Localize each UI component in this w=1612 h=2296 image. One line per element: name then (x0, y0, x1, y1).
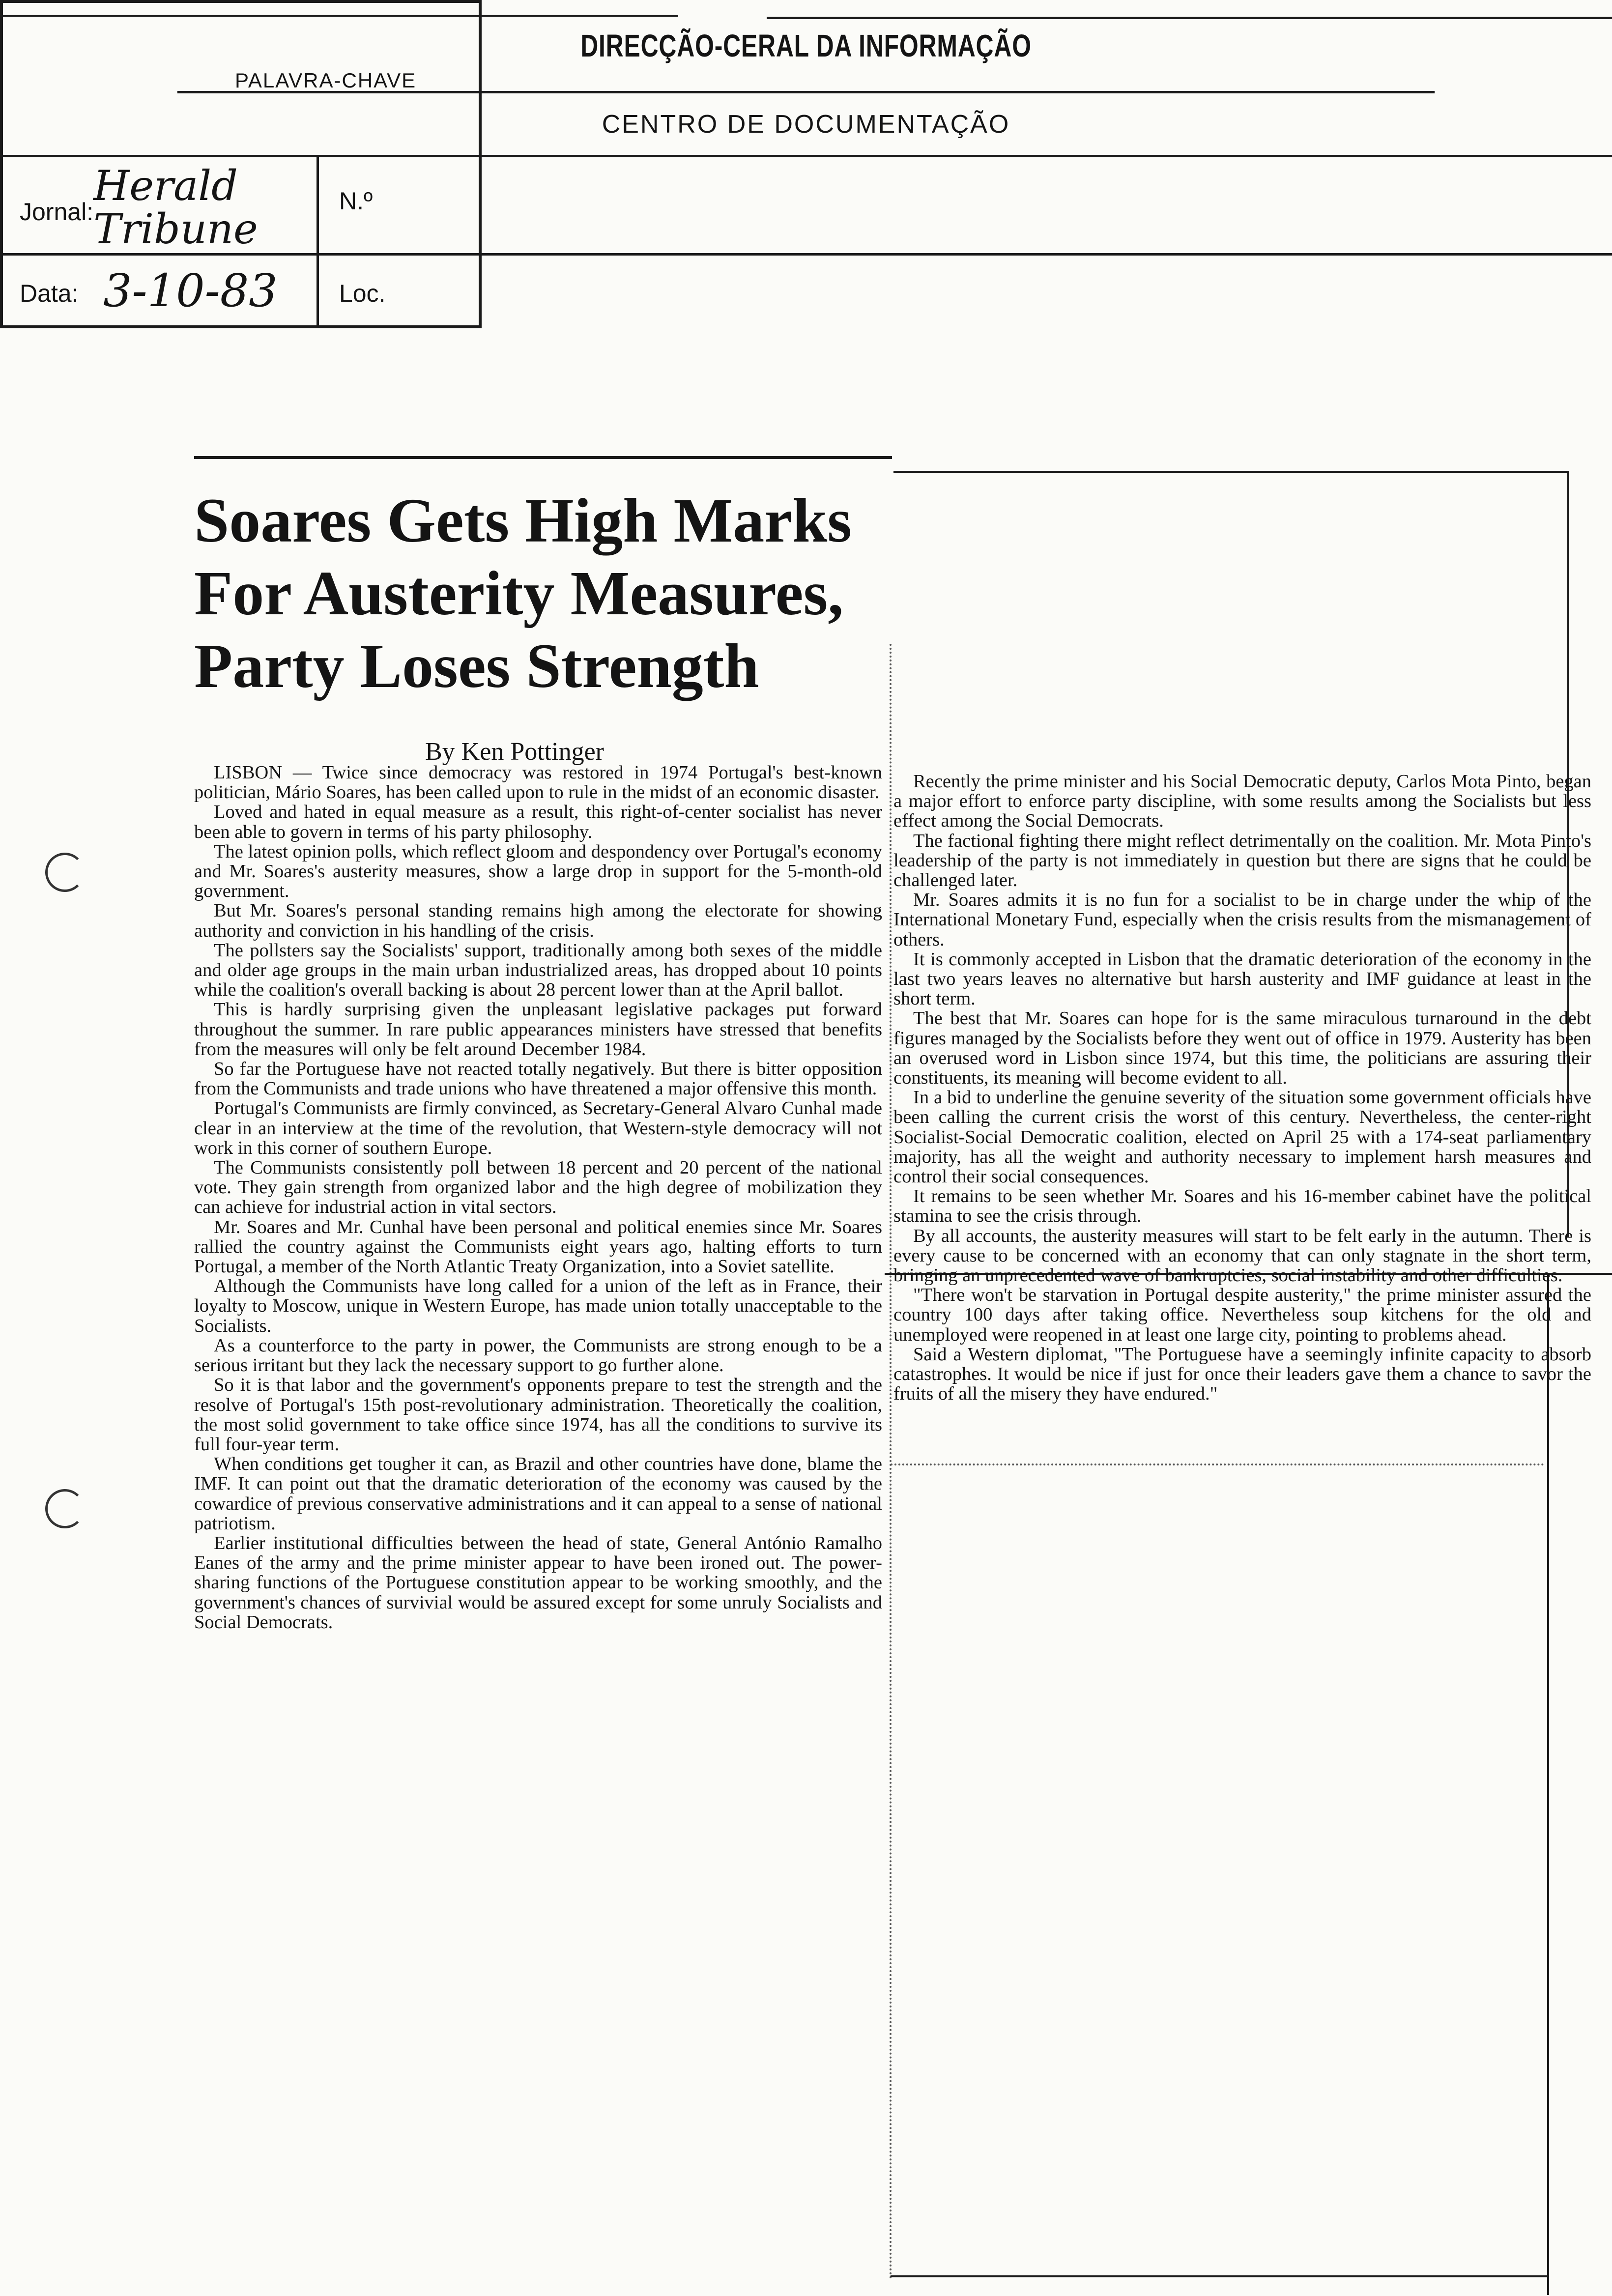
paragraph: "There won't be starvation in Portugal despite austerity," the prime minister assured the country 100 days after taking office. Nevertheless soup kitchens for the old and unemployed were reopened in at least one large city, pointing to problems ahead. (893, 1285, 1591, 1345)
stamp-header: DIRECÇÃO-CERAL DA INFORMAÇÃO (177, 0, 1435, 93)
loc-label: Loc. (339, 280, 386, 307)
paragraph: Said a Western diplomat, "The Portuguese have a seemingly infinite capacity to absorb catastrophes. It would be nice if just for once their leaders gave them a chance to savor the fruits of all the misery they have endured." (893, 1344, 1591, 1405)
right-frame-top (893, 471, 1569, 473)
paragraph: Mr. Soares and Mr. Cunhal have been personal and political enemies since Mr. Soares rallied the country against the Communists eight years ago, halting efforts to turn Portugal, a member of the North Atlantic Treaty Organization, into a Soviet satellite. (194, 1216, 882, 1277)
lower-box-dotted (891, 1464, 1544, 1465)
keyword-label: PALAVRA-CHAVE (235, 69, 417, 92)
lower-box-side (1547, 1273, 1549, 2295)
headline-top-rule (194, 456, 892, 459)
number-label: N.º (339, 187, 373, 215)
paragraph: It is commonly accepted in Lisbon that the dramatic deterioration of the economy in the last two years leaves no alternative but harsh austerity and IMF guidance at least in the short term. (893, 948, 1591, 1009)
paragraph: Portugal's Communists are firmly convinced, as Secretary-General Alvaro Cunhal made clear in an interview at the time of the revolution, that Western-style democracy will not work in this corner of southern Europe. (194, 1098, 882, 1158)
paragraph: When conditions get tougher it can, as Brazil and other countries have done, blame the IMF. It can point out that the dramatic deterioration of the economy was caused by the cowardice of previous conservative administrations and it can appeal to a sense of national patriotism. (194, 1454, 882, 1534)
stamp-divider (317, 256, 319, 325)
stamp-jornal-row (0, 157, 1612, 256)
jornal-label: Jornal: (20, 198, 94, 226)
paragraph: Recently the prime minister and his Social Democratic deputy, Carlos Mota Pinto, began a major effort to enforce party discipline, with some results among the Socialists but less effect among the Social Democrats. (893, 771, 1591, 832)
margin-mark (45, 853, 85, 892)
paragraph: Although the Communists have long called for a union of the left as in France, their loyalty to Moscow, unique in Western Europe, has made union totally unacceptable to the Socialists. (194, 1276, 882, 1336)
margin-mark (45, 1489, 85, 1528)
stamp-divider (317, 157, 319, 253)
paragraph: LISBON — Twice since democracy was restored in 1974 Portugal's best-known politician, Mário Soares, has been called upon to rule in the midst of an economic disaster. (194, 762, 882, 803)
paragraph: By all accounts, the austerity measures will start to be felt early in the autumn. There is every cause to be concerned with an economy that can only stagnate in the short term, bringing an unprecedented wave of bankruptcies, social instability and other difficulties. (893, 1225, 1591, 1286)
paragraph: Mr. Soares admits it is no fun for a socialist to be in charge under the whip of the International Monetary Fund, especially when the crisis results from the mismanagement of others. (893, 890, 1591, 950)
bottom-rule (891, 2275, 1549, 2277)
paragraph: It remains to be seen whether Mr. Soares and his 16-member cabinet have the political stamina to see the crisis through. (893, 1186, 1591, 1227)
article-column-left (194, 763, 882, 1632)
headline (194, 484, 892, 702)
paragraph: This is hardly surprising given the unpleasant legislative packages put forward throughout the summer. In rare public appearances ministers have stressed that benefits from the measures will only be felt around December 1984. (194, 999, 882, 1060)
paragraph: Earlier institutional difficulties between the head of state, General António Ramalho Eanes of the army and the prime minister appear to have been ironed out. The power-sharing functions of the Portuguese constitution appear to be working smoothly, and the government's chances of survivial would be assured except for some unruly Socialists and Social Democrats. (194, 1532, 882, 1633)
data-handwritten: 3-10-83 (103, 264, 278, 317)
paragraph: The pollsters say the Socialists' support, traditionally among both sexes of the middle and older age groups in the main urban industrialized areas, has dropped about 10 points while the coalition's overall backing is about 28 percent lower than at the April ballot. (194, 940, 882, 1001)
data-label: Data: (20, 280, 79, 307)
documentation-stamp (0, 0, 1032, 328)
paragraph: The Communists consistently poll between 18 percent and 20 percent of the national vote. They gain strength from organized labor and the high degree of mobilization they can achieve for industrial action in vital sectors. (194, 1157, 882, 1218)
paragraph: As a counterforce to the party in power, the Communists are strong enough to be a serious irritant but they lack the necessary support to go further alone. (194, 1335, 882, 1376)
paragraph: Loved and hated in equal measure as a result, this right-of-center socialist has never been able to govern in terms of his party philosophy. (194, 802, 882, 842)
paragraph: So far the Portuguese have not reacted totally negatively. But there is bitter opposition from the Communists and trade unions who have threatened a major offensive this month. (194, 1059, 882, 1099)
byline: By Ken Pottinger (425, 738, 604, 766)
headline-line: Soares Gets High Marks (194, 486, 852, 555)
paragraph: The best that Mr. Soares can hope for is the same miraculous turnaround in the debt figures managed by the Socialists before they went out of office in 1979. Austerity has been an overused word in Lisbon since 1974, but this time, the politicians are assuring their constituents, its meaning will become evident to all. (893, 1008, 1591, 1089)
article-column-right (893, 772, 1591, 1404)
paragraph: In a bid to underline the genuine severity of the situation some government officials have been calling the current crisis the worst of this century. Nevertheless, the center-right Socialist-Social Democratic coalition, elected on April 25 with a 174-seat parliamentary majority, has all the weight and authority necessary to implement harsh measures and control their social consequences. (893, 1087, 1591, 1187)
headline-line: Party Loses Strength (194, 631, 759, 701)
paragraph: The factional fighting there might reflect detrimentally on the coalition. Mr. Mota Pinto's leadership of the party is not immediately in question but there are signs that he could be challenged later. (893, 830, 1591, 891)
paragraph: The latest opinion polls, which reflect gloom and despondency over Portugal's economy and Mr. Soares's austerity measures, show a large drop in support for the 5-month-old government. (194, 841, 882, 902)
paragraph: So it is that labor and the government's opponents prepare to test the strength and the resolve of Portugal's 15th post-revolutionary administration. Theoretically the coalition, the most solid government to take office since 1974, has all the conditions to survive its full four-year term. (194, 1375, 882, 1455)
column-divider (890, 644, 892, 2280)
stamp-data-row (0, 256, 1612, 325)
headline-line: For Austerity Measures, (194, 558, 844, 628)
paragraph: But Mr. Soares's personal standing remains high among the electorate for showing authority and conviction in his handling of the crisis. (194, 900, 882, 941)
jornal-handwritten: Herald Tribune (93, 162, 258, 253)
stamp-subheader: CENTRO DE DOCUMENTAÇÃO (0, 93, 1612, 157)
